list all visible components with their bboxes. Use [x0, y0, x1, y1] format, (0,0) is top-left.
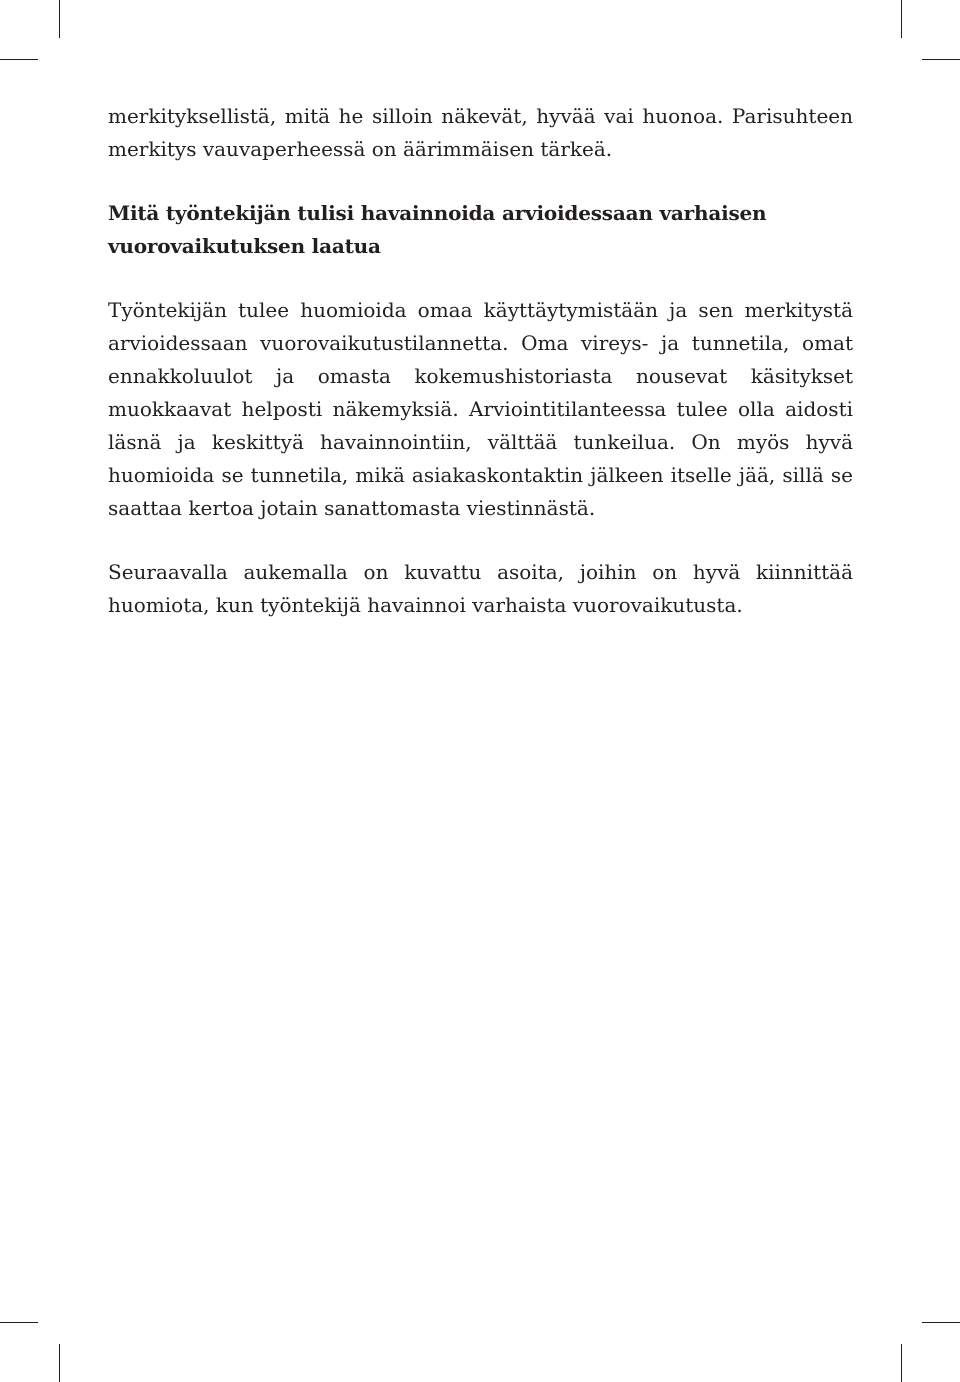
- crop-mark-right-top: [922, 59, 960, 60]
- page-content: [108, 100, 853, 622]
- crop-mark-bottom-left: [59, 1344, 60, 1382]
- crop-mark-top-right: [901, 0, 902, 38]
- section-heading: Mitä työntekijän tulisi havainnoida arvioidessaan varhaisen vuorovaikutuksen laatua: [108, 201, 767, 258]
- crop-mark-top-left: [59, 0, 60, 38]
- crop-mark-left-top: [0, 59, 38, 60]
- intro-paragraph: merkityksellistä, mitä he silloin näkevät, hyvää vai huonoa. Parisuhteen merkitys vauvaperheessä on äärimmäisen tärkeä.: [108, 104, 853, 161]
- crop-mark-left-bottom: [0, 1322, 38, 1323]
- crop-mark-bottom-right: [901, 1344, 902, 1382]
- main-paragraph: Työntekijän tulee huomioida omaa käyttäytymistään ja sen merkitystä arvioidessaan vuorovaikutustilannetta. Oma vireys- ja tunnetila, omat ennakkoluulot ja omasta kokemushistoriasta nousevat käsitykset muokkaavat helposti näkemyksiä. Arviointitilanteessa tulee olla aidosti läsnä ja keskittyä havainnointiin, välttää tunkeilua. On myös hyvä huomioida se tunnetila, mikä asiakaskontaktin jälkeen itselle jää, sillä se saattaa kertoa jotain sanattomasta viestinnästä.: [108, 298, 853, 520]
- closing-paragraph: Seuraavalla aukemalla on kuvattu asoita, joihin on hyvä kiinnittää huomiota, kun työntekijä havainnoi varhaista vuorovaikutusta.: [108, 560, 853, 617]
- crop-mark-right-bottom: [922, 1322, 960, 1323]
